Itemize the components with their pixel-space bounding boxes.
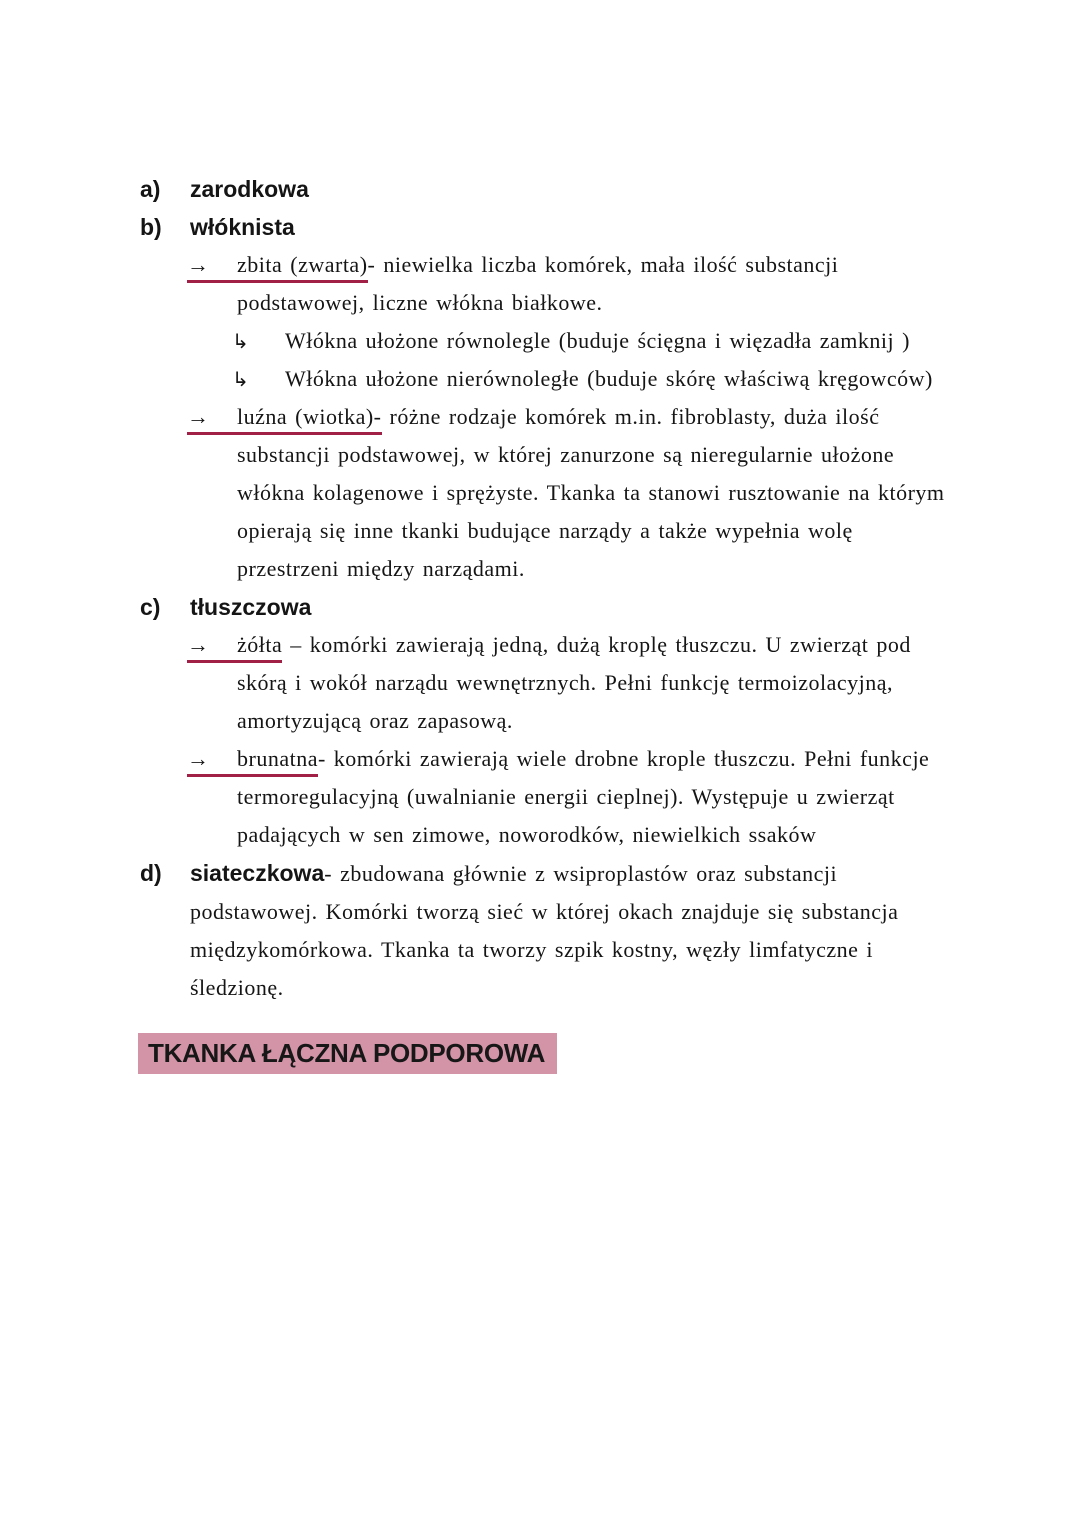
bullet-zolta xyxy=(187,626,950,740)
list-title-b: włóknista xyxy=(190,214,295,240)
notes-content xyxy=(140,170,952,1074)
sub-bullet-text: Włókna ułożone równolegle (buduje ścięgna i więzadła zamknij ) xyxy=(285,328,910,353)
underlined-term-brunatna xyxy=(187,744,318,777)
underlined-term-zbita xyxy=(187,250,368,283)
term-text-luzna: luźna (wiotka)- xyxy=(237,404,382,429)
list-label-a: a) xyxy=(140,176,161,202)
arrow-icon: → xyxy=(187,746,210,771)
arrow-icon: → xyxy=(187,632,210,657)
underlined-term-zolta xyxy=(187,630,282,663)
bullet-text-zbita: - niewielka liczba komórek, mała ilość substancji podstawowej, liczne włókna białkowe. xyxy=(237,252,839,315)
bullet-text-brunatna: - komórki zawierają wiele drobne krople tłuszczu. Pełni funkcje termoregulacyjną (uwalnianie energii cieplnej). Występuje u zwierząt padających w sen zimowe, noworodków, niewielkich ssaków xyxy=(237,746,930,847)
sub-bullet-wlokna-nierownolegle xyxy=(232,360,943,398)
list-title-a: zarodkowa xyxy=(190,176,309,202)
term-text-zbita: zbita (zwarta) xyxy=(237,252,368,277)
list-title-c: tłuszczowa xyxy=(190,594,312,620)
list-item-c xyxy=(140,588,952,626)
list-label-d: d) xyxy=(140,860,162,886)
list-title-d: siateczkowa xyxy=(190,860,325,886)
list-label-b: b) xyxy=(140,214,162,240)
list-item-b xyxy=(140,208,952,246)
term-text-zolta: żółta xyxy=(237,632,283,657)
bullet-text-zolta: – komórki zawierają jedną, dużą kroplę tłuszczu. U zwierząt pod skórą i wokół narządu wewnętrznych. Pełni funkcję termoizolacyjną, amortyzującą oraz zapasową. xyxy=(237,632,911,733)
bullet-brunatna xyxy=(187,740,950,854)
bullet-text-luzna: różne rodzaje komórek m.in. fibroblasty, duża ilość substancji podstawowej, w której zanurzone są nieregularnie ułożone włókna kolagenowe i sprężyste. Tkanka ta stanowi rusztowanie na którym opierają się inne tkanki budujące narządy a także wypełnia wolę przestrzeni między narządami. xyxy=(237,404,945,581)
arrow-icon: → xyxy=(187,404,210,429)
sub-bullet-text: Włókna ułożone nierównoległe (buduje skórę właściwą kręgowców) xyxy=(285,366,933,391)
list-label-c: c) xyxy=(140,594,161,620)
bullet-zbita xyxy=(187,246,950,322)
term-text-brunatna: brunatna xyxy=(237,746,318,771)
bullet-luzna xyxy=(187,398,950,588)
branch-arrow-icon: ↳ xyxy=(232,329,250,353)
sub-bullet-wlokna-rownolegle xyxy=(232,322,943,360)
underlined-term-luzna xyxy=(187,402,382,435)
list-text-d: - zbudowana głównie z wsiproplastów oraz substancji podstawowej. Komórki tworzą sieć w której okach znajduje się substancja międzykomórkowa. Tkanka ta tworzy szpik kostny, węzły limfatyczne i śledzionę. xyxy=(190,861,899,1000)
list-item-d xyxy=(140,854,952,1007)
section-heading: TKANKA ŁĄCZNA PODPOROWA xyxy=(138,1033,557,1074)
list-item-d-body xyxy=(190,854,932,1007)
branch-arrow-icon: ↳ xyxy=(232,367,250,391)
section-heading-wrap xyxy=(138,1033,952,1074)
arrow-icon: → xyxy=(187,252,210,277)
list-item-a xyxy=(140,170,952,208)
